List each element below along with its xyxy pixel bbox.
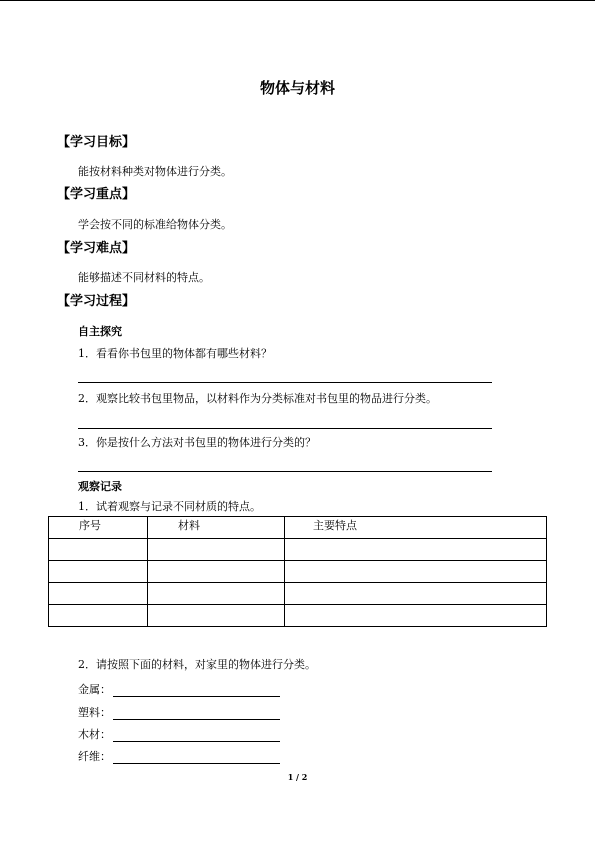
answer-line-1[interactable] bbox=[78, 382, 492, 383]
table-row bbox=[49, 561, 547, 583]
category-wood bbox=[78, 728, 280, 742]
page-number: 1 / 2 bbox=[287, 772, 308, 782]
answer-line-3[interactable] bbox=[78, 471, 492, 472]
heading-learning-difficulty: 【学习难点】 bbox=[57, 241, 136, 256]
answer-line-2[interactable] bbox=[78, 428, 492, 429]
category-label: 纤维： bbox=[78, 750, 111, 763]
header-main-features: 主要特点 bbox=[285, 517, 547, 539]
table-row bbox=[49, 605, 547, 627]
table-cell[interactable] bbox=[49, 539, 148, 561]
category-label: 塑料： bbox=[78, 706, 111, 719]
self-explore-heading: 自主探究 bbox=[78, 325, 122, 338]
explore-question-3: 3．你是按什么方法对书包里的物体进行分类的？ bbox=[78, 436, 316, 449]
table-cell[interactable] bbox=[285, 539, 547, 561]
observation-table bbox=[48, 516, 547, 627]
table-row bbox=[49, 583, 547, 605]
category-label: 木材： bbox=[78, 728, 111, 741]
table-cell[interactable] bbox=[148, 583, 285, 605]
category-plastic bbox=[78, 706, 280, 720]
table-header-row bbox=[49, 517, 547, 539]
table-cell[interactable] bbox=[49, 583, 148, 605]
explore-question-2: 2．观察比较书包里物品，以材料作为分类标准对书包里的物品进行分类。 bbox=[78, 392, 437, 405]
learning-difficulty-text: 能够描述不同材料的特点。 bbox=[78, 271, 210, 284]
table-cell[interactable] bbox=[148, 539, 285, 561]
fill-blank-line[interactable] bbox=[113, 684, 280, 697]
table-cell[interactable] bbox=[285, 561, 547, 583]
table-row bbox=[49, 539, 547, 561]
fill-blank-line[interactable] bbox=[113, 751, 280, 764]
heading-learning-focus: 【学习重点】 bbox=[57, 187, 136, 202]
record-question-1: 1．试着观察与记录不同材质的特点。 bbox=[78, 500, 261, 513]
table-cell[interactable] bbox=[148, 605, 285, 627]
table-cell[interactable] bbox=[49, 605, 148, 627]
table-cell[interactable] bbox=[148, 561, 285, 583]
record-question-2: 2．请按照下面的材料，对家里的物体进行分类。 bbox=[78, 658, 316, 671]
table-cell[interactable] bbox=[285, 583, 547, 605]
observation-record-heading: 观察记录 bbox=[78, 480, 122, 493]
heading-learning-goal: 【学习目标】 bbox=[57, 135, 136, 150]
header-material: 材料 bbox=[148, 517, 285, 539]
fill-blank-line[interactable] bbox=[113, 707, 280, 720]
category-fiber bbox=[78, 750, 280, 764]
page-title: 物体与材料 bbox=[259, 79, 335, 97]
explore-question-1: 1．看看你书包里的物体都有哪些材料？ bbox=[78, 347, 272, 360]
header-number: 序号 bbox=[49, 517, 148, 539]
category-metal bbox=[78, 683, 280, 697]
fill-blank-line[interactable] bbox=[113, 729, 280, 742]
heading-learning-process: 【学习过程】 bbox=[57, 294, 136, 309]
table-cell[interactable] bbox=[285, 605, 547, 627]
learning-goal-text: 能按材料种类对物体进行分类。 bbox=[78, 165, 232, 178]
learning-focus-text: 学会按不同的标准给物体分类。 bbox=[78, 218, 232, 231]
table-cell[interactable] bbox=[49, 561, 148, 583]
top-border-line bbox=[0, 0, 595, 1]
category-label: 金属： bbox=[78, 683, 111, 696]
